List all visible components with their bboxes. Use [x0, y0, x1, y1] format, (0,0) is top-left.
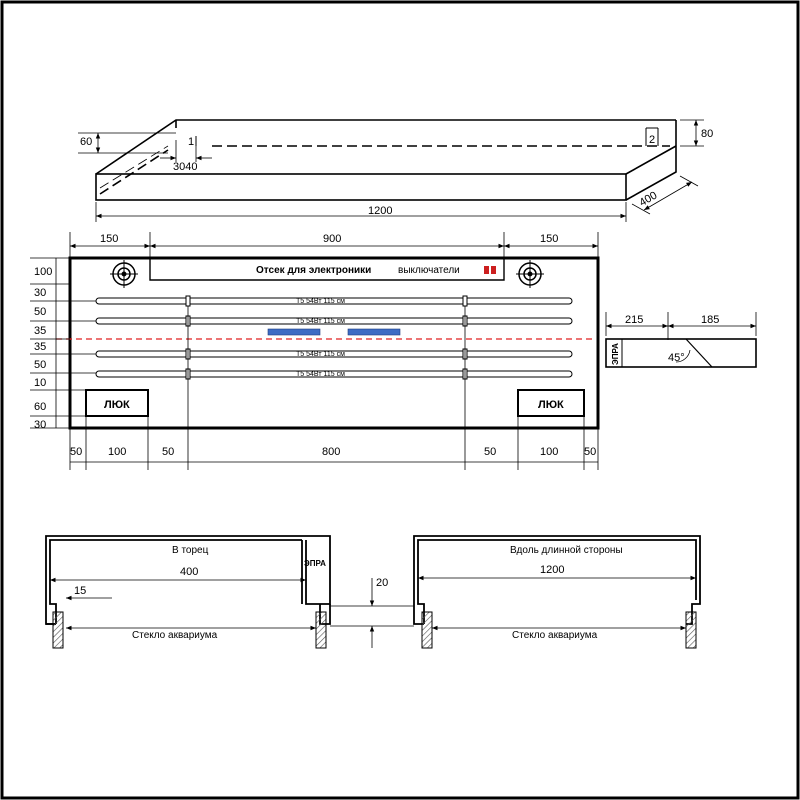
left-dim-8: 60: [34, 401, 47, 413]
bottom-dim-4: 800: [322, 446, 341, 458]
hatch-left-label: ЛЮК: [104, 399, 130, 411]
switches-label: выключатели: [398, 265, 460, 276]
top-dim-3: 150: [540, 233, 559, 245]
end-section-dims: [50, 580, 316, 628]
left-dim-1: 100: [34, 266, 53, 278]
lamp-4-label: Т5 54Вт 115 см: [296, 371, 345, 378]
end-dim-400: 400: [180, 566, 199, 578]
top-dim-2: 900: [323, 233, 342, 245]
long-glass-label: Стекло аквариума: [512, 630, 598, 641]
side-angle-label: 45°: [668, 352, 685, 364]
hatch-right-label: ЛЮК: [538, 399, 564, 411]
bottom-dim-7: 50: [584, 446, 597, 458]
left-dim-4: 35: [34, 325, 47, 337]
ballast-right: [348, 329, 400, 335]
bottom-dim-2: 100: [108, 446, 127, 458]
bottom-dim-3: 50: [162, 446, 175, 458]
bottom-dim-1: 50: [70, 446, 83, 458]
dim-1200-label: 1200: [368, 205, 393, 217]
side-epra-label: ЭПРА: [611, 343, 620, 365]
end-epra-label: ЭПРА: [304, 559, 326, 568]
left-dim-2: 30: [34, 287, 47, 299]
top-dim-1: 150: [100, 233, 119, 245]
dim-80-label: 80: [701, 128, 714, 140]
gap-dim-20: 20: [376, 577, 389, 589]
long-section-title: Вдоль длинной стороны: [510, 545, 623, 556]
long-glass-left: [422, 612, 432, 648]
left-dim-3: 50: [34, 306, 47, 318]
end-glass-left: [53, 612, 63, 648]
end-section-title: В торец: [172, 545, 209, 556]
long-glass-right: [686, 612, 696, 648]
lamp-3-label: Т5 54Вт 115 см: [296, 351, 345, 358]
dim-400-label: 400: [637, 189, 660, 210]
dim-1-label: 1: [188, 136, 195, 148]
switch-1-icon: [484, 266, 489, 274]
side-dim-185: 185: [701, 314, 720, 326]
fan-left-icon: [110, 260, 138, 288]
lamp-1-label: Т5 54Вт 115 см: [296, 298, 345, 305]
end-dim-15: 15: [74, 585, 87, 597]
end-glass-right: [316, 612, 326, 648]
end-glass-label: Стекло аквариума: [132, 630, 218, 641]
dim-2-label: 2: [649, 134, 656, 146]
switch-2-icon: [491, 266, 496, 274]
dim-3040-label: 3040: [173, 161, 198, 173]
isometric-view: [96, 120, 676, 200]
left-dim-5: 35: [34, 341, 47, 353]
ballast-left: [268, 329, 320, 335]
lamp-2-label: Т5 54Вт 115 см: [296, 318, 345, 325]
long-section-dims: [418, 578, 696, 628]
left-dim-7: 10: [34, 377, 47, 389]
dim-60-label: 60: [80, 136, 93, 148]
bottom-dim-6: 100: [540, 446, 559, 458]
bottom-dim-5: 50: [484, 446, 497, 458]
long-dim-1200: 1200: [540, 564, 565, 576]
left-dim-6: 50: [34, 359, 47, 371]
gap-dimension: [330, 578, 414, 648]
left-dim-9: 30: [34, 419, 47, 431]
side-dim-215: 215: [625, 314, 644, 326]
electronics-compartment-label: Отсек для электроники: [256, 265, 372, 276]
fan-right-icon: [516, 260, 544, 288]
